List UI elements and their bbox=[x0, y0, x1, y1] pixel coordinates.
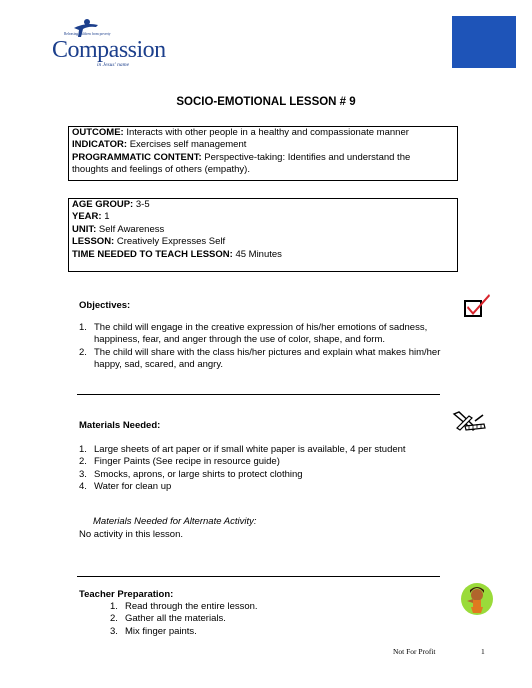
programmatic-content-label: PROGRAMMATIC CONTENT: bbox=[72, 151, 202, 163]
indicator-label: INDICATOR: bbox=[72, 139, 128, 151]
list-text: Water for clean up bbox=[94, 481, 172, 493]
list-item bbox=[110, 613, 410, 625]
list-text: happy, sad, scared, and angry. bbox=[94, 359, 224, 371]
section-divider bbox=[77, 576, 440, 577]
pencil-ruler-icon bbox=[451, 410, 487, 434]
list-number: 2. bbox=[79, 456, 87, 468]
outcome-label: OUTCOME: bbox=[72, 127, 124, 138]
age-group-row bbox=[72, 199, 454, 211]
year-value: 1 bbox=[104, 211, 110, 223]
logo-tagline: Releasing children from poverty bbox=[64, 32, 111, 36]
year-label: YEAR: bbox=[72, 211, 102, 223]
page-number: 1 bbox=[481, 647, 485, 656]
year-row bbox=[72, 211, 454, 223]
list-number: 1. bbox=[110, 601, 118, 612]
blue-square bbox=[452, 16, 516, 68]
list-item bbox=[79, 456, 479, 468]
list-text: Gather all the materials. bbox=[125, 613, 226, 625]
time-value: 45 Minutes bbox=[235, 248, 282, 260]
list-text: The child will share with the class his/her pictures and explain what makes him/her bbox=[94, 346, 441, 358]
list-number: 1. bbox=[79, 444, 87, 455]
compassion-logo bbox=[52, 18, 167, 70]
lesson-row bbox=[72, 236, 454, 248]
checkbox-check-icon bbox=[462, 292, 492, 320]
time-row bbox=[72, 249, 454, 261]
list-item bbox=[79, 322, 479, 347]
alternate-activity-heading: Materials Needed for Alternate Activity: bbox=[93, 516, 257, 527]
list-item bbox=[79, 347, 479, 372]
list-number: 2. bbox=[110, 613, 118, 625]
section-divider bbox=[77, 394, 440, 395]
materials-list bbox=[79, 444, 479, 494]
list-number: 3. bbox=[110, 625, 118, 637]
outcome-row bbox=[72, 127, 454, 139]
logo-wordmark: Compassion bbox=[52, 37, 166, 63]
list-text: happiness, fear, and anger through the use of color, shape, and form. bbox=[94, 334, 386, 346]
programmatic-content-value-1: Perspective-taking: Identifies and understand the bbox=[204, 151, 411, 163]
list-item bbox=[110, 601, 410, 613]
list-item bbox=[110, 626, 410, 638]
list-number: 4. bbox=[79, 481, 87, 493]
list-text: Read through the entire lesson. bbox=[125, 601, 258, 612]
lesson-info-box bbox=[68, 198, 458, 272]
outcome-box bbox=[68, 126, 458, 181]
unit-label: UNIT: bbox=[72, 223, 97, 235]
teacher-prep-heading: Teacher Preparation: bbox=[79, 589, 174, 600]
time-label: TIME NEEDED TO TEACH LESSON: bbox=[72, 248, 233, 260]
list-text: Mix finger paints. bbox=[125, 625, 197, 637]
programmatic-content-value-2: thoughts and feelings of others (empathy). bbox=[72, 164, 250, 176]
teacher-icon bbox=[459, 581, 495, 617]
programmatic-content-row-2 bbox=[72, 164, 454, 176]
programmatic-content-row bbox=[72, 152, 454, 164]
page-title: SOCIO-EMOTIONAL LESSON # 9 bbox=[176, 96, 356, 108]
list-item bbox=[79, 481, 479, 493]
objectives-heading: Objectives: bbox=[79, 300, 131, 311]
outcome-value: Interacts with other people in a healthy and compassionate manner bbox=[126, 127, 409, 138]
logo-subtitle: in Jesus' name bbox=[97, 62, 130, 68]
objectives-list bbox=[79, 322, 479, 372]
list-number: 3. bbox=[79, 468, 87, 480]
list-number: 1. bbox=[79, 322, 87, 333]
teacher-prep-list bbox=[110, 601, 410, 638]
lesson-value: Creatively Expresses Self bbox=[116, 236, 226, 248]
unit-value: Self Awareness bbox=[98, 223, 165, 235]
list-item bbox=[79, 469, 479, 481]
materials-heading: Materials Needed: bbox=[79, 420, 161, 431]
age-group-label: AGE GROUP: bbox=[72, 199, 134, 210]
lesson-label: LESSON: bbox=[72, 236, 115, 248]
footer-not-for-profit: Not For Profit bbox=[393, 647, 436, 656]
list-text: The child will engage in the creative expression of his/her emotions of sadness, bbox=[94, 322, 428, 333]
list-number: 2. bbox=[79, 346, 87, 358]
list-text: Smocks, aprons, or large shirts to protect clothing bbox=[94, 468, 303, 480]
list-text: Finger Paints (See recipe in resource guide) bbox=[94, 456, 280, 468]
indicator-value: Exercises self management bbox=[129, 139, 247, 151]
alternate-activity-text: No activity in this lesson. bbox=[79, 529, 184, 540]
list-text: Large sheets of art paper or if small white paper is available, 4 per student bbox=[94, 444, 406, 455]
indicator-row bbox=[72, 139, 454, 151]
age-group-value: 3-5 bbox=[135, 199, 150, 210]
unit-row bbox=[72, 224, 454, 236]
list-item bbox=[79, 444, 479, 456]
